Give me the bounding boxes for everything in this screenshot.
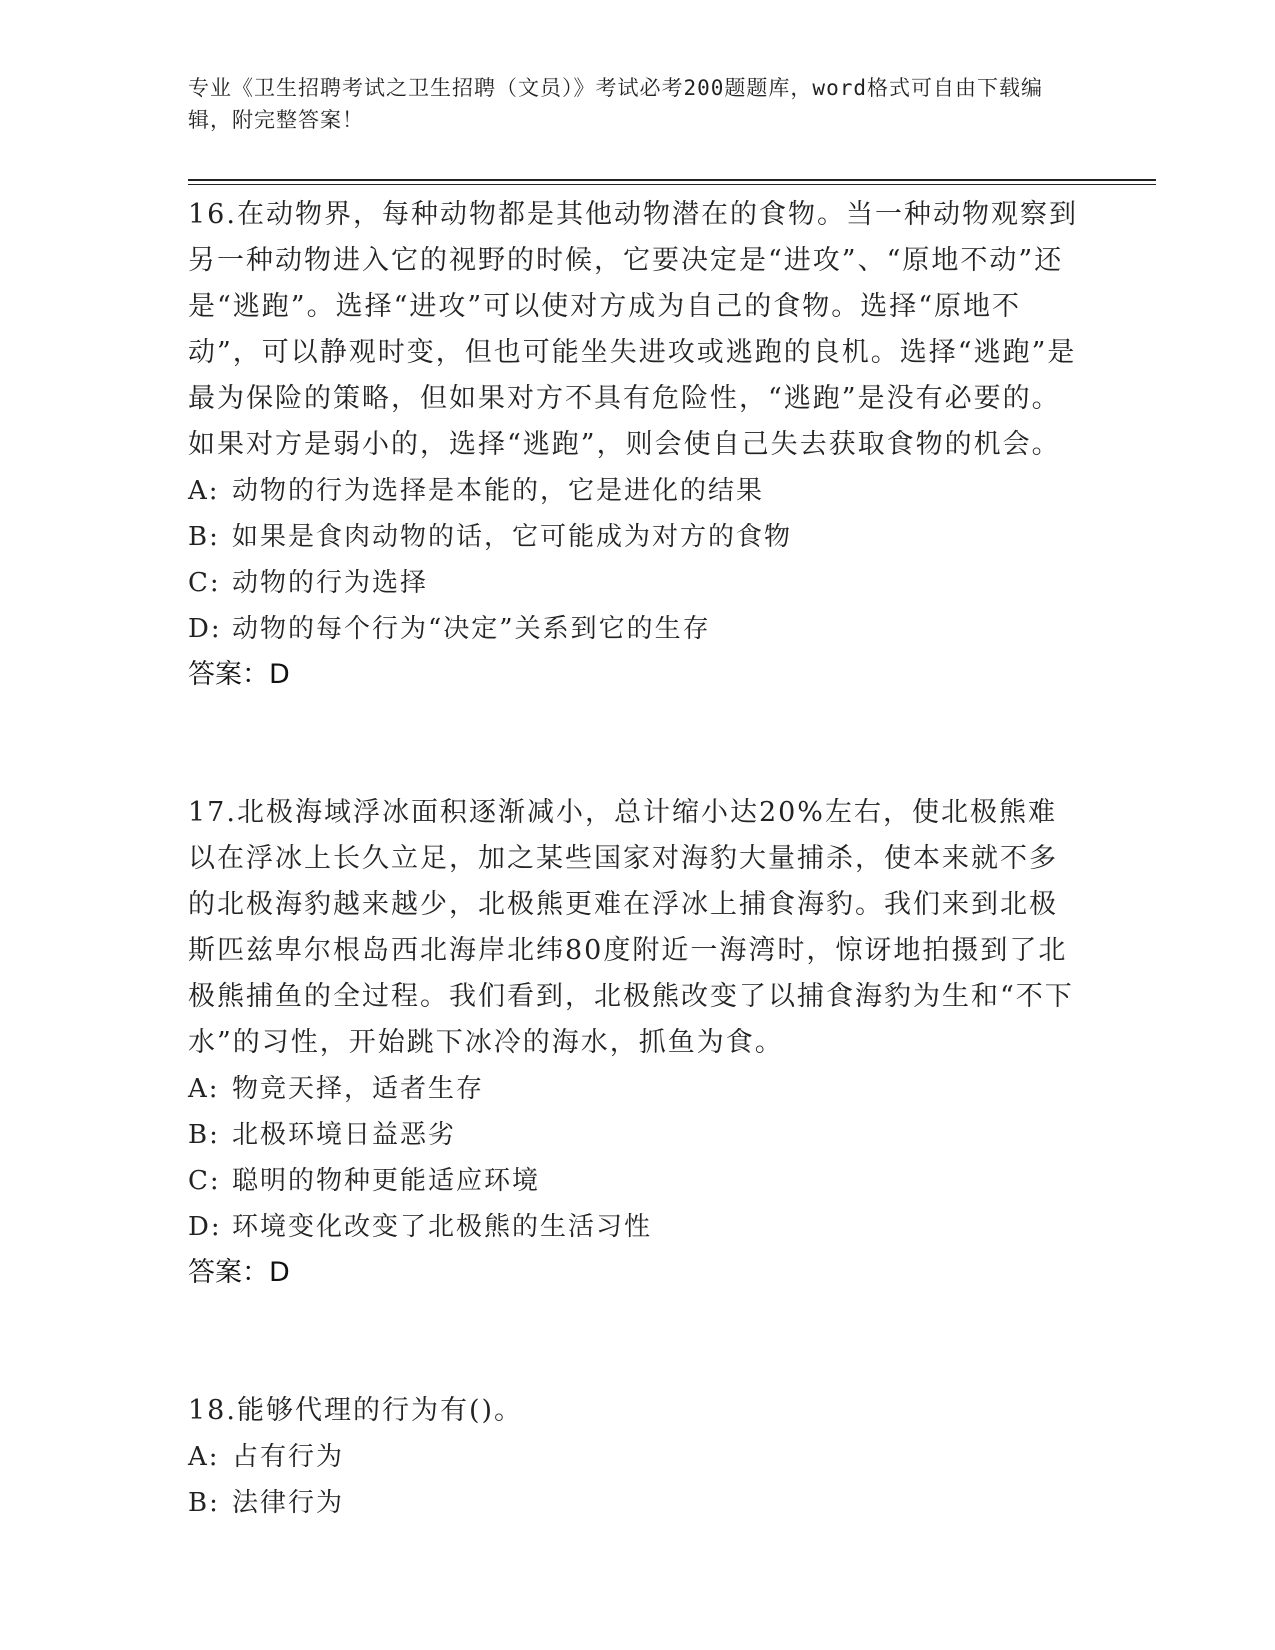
option-text: 北极环境日益恶劣 (232, 1120, 457, 1150)
option-text: 占有行为 (232, 1442, 345, 1472)
header-divider-thick (188, 179, 1156, 181)
option-letter: B: (188, 1120, 220, 1150)
option-d (188, 1204, 1088, 1250)
question-text: 18.能够代理的行为有()。 (188, 1395, 524, 1426)
question-text: 16.在动物界，每种动物都是其他动物潜在的食物。当一种动物观察到另一种动物进入它的视野的时候，它要决定是“进攻”、“原地不动”还是“逃跑”。选择“进攻”可以使对方成为自己的食物。选择“原地不动”，可以静观时变，但也可能坐失进攻或逃跑的良机。选择“逃跑”是最为保险的策略，但如果对方不具有危险性，“逃跑”是没有必要的。如果对方是弱小的，选择“逃跑”，则会使自己失去获取食物的机会。 (188, 199, 1078, 460)
answer-line: 答案：D (188, 659, 290, 690)
question-16 (188, 192, 1088, 698)
option-letter: D: (188, 614, 222, 644)
question-text: 17.北极海域浮冰面积逐渐减小，总计缩小达20%左右，使北极熊难以在浮冰上长久立足，加之某些国家对海豹大量捕杀，使本来就不多的北极海豹越来越少，北极熊更难在浮冰上捕食海豹。我们来到北极斯匹兹卑尔根岛西北海岸北纬80度附近一海湾时，惊讶地拍摄到了北极熊捕鱼的全过程。我们看到，北极熊改变了以捕食海豹为生和“不下水”的习性，开始跳下冰冷的海水，抓鱼为食。 (188, 797, 1074, 1058)
option-a (188, 468, 1088, 514)
option-letter: A: (188, 1442, 220, 1472)
question-18 (188, 1388, 1088, 1526)
option-letter: A: (188, 476, 220, 506)
option-letter: C: (188, 1166, 221, 1196)
option-b (188, 514, 1088, 560)
option-b (188, 1480, 1088, 1526)
option-text: 环境变化改变了北极熊的生活习性 (232, 1212, 653, 1242)
option-letter: B: (188, 1488, 220, 1518)
option-letter: A: (188, 1074, 220, 1104)
option-letter: B: (188, 522, 220, 552)
document-intro: 专业《卫生招聘考试之卫生招聘（文员）》考试必考200题题库，word格式可自由下载编辑，附完整答案！ (188, 76, 1043, 132)
question-17 (188, 790, 1088, 1296)
option-a (188, 1066, 1088, 1112)
option-text: 法律行为 (232, 1488, 345, 1518)
answer-line: 答案：D (188, 1257, 290, 1288)
option-text: 如果是食肉动物的话，它可能成为对方的食物 (232, 522, 793, 552)
option-text: 物竞天择，适者生存 (232, 1074, 485, 1104)
option-a (188, 1434, 1088, 1480)
option-text: 动物的行为选择 (232, 568, 429, 598)
question-list (188, 192, 1088, 1526)
option-text: 聪明的物种更能适应环境 (232, 1166, 541, 1196)
option-c (188, 1158, 1088, 1204)
option-c (188, 560, 1088, 606)
option-d (188, 606, 1088, 652)
header-divider-thin (188, 184, 1156, 185)
option-text: 动物的行为选择是本能的，它是进化的结果 (232, 476, 765, 506)
option-text: 动物的每个行为“决定”关系到它的生存 (232, 614, 711, 644)
option-letter: C: (188, 568, 221, 598)
option-b (188, 1112, 1088, 1158)
option-letter: D: (188, 1212, 222, 1242)
